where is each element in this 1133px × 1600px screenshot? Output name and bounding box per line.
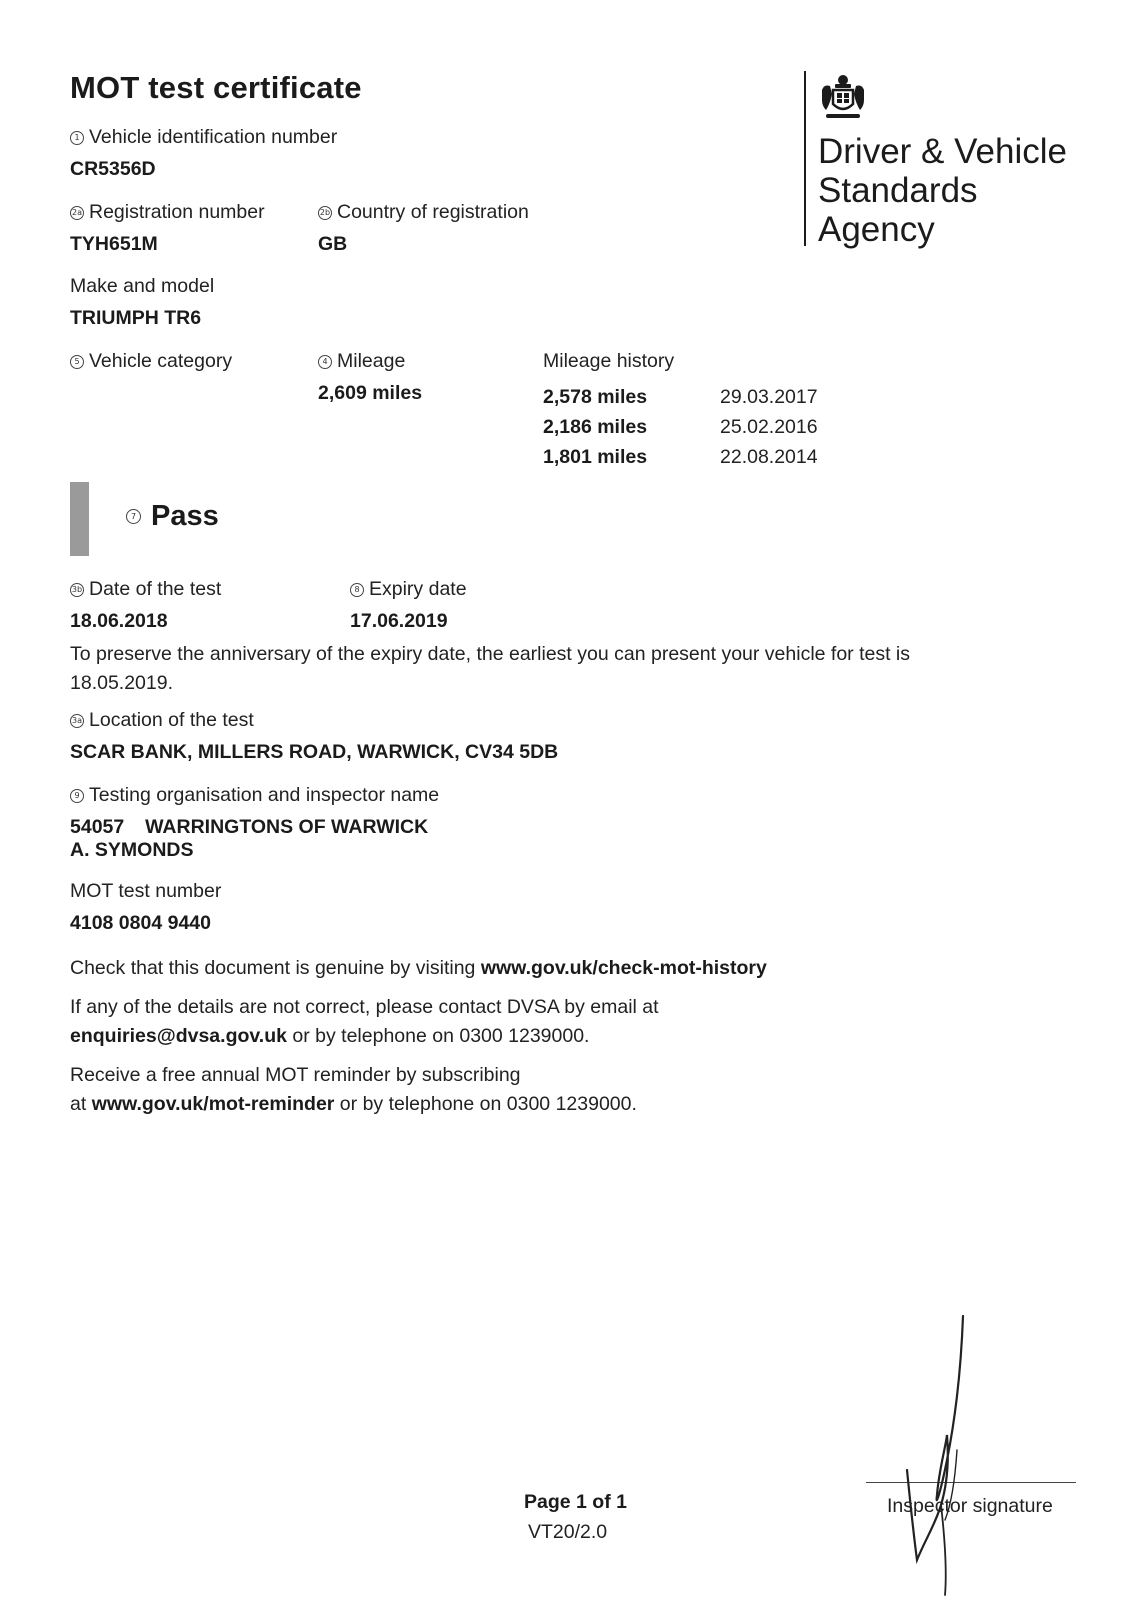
mileage-history-miles-1: 2,578 miles <box>543 386 648 408</box>
mileage-history-miles <box>543 382 647 472</box>
mileage-history-dates <box>720 382 818 472</box>
agency-name <box>818 132 1067 249</box>
mileage-history-miles-3: 1,801 miles <box>543 446 648 468</box>
reminder-text: Receive a free annual MOT reminder by subscribing at www.gov.uk/mot-reminder or by telephone on 0300 1239000. <box>70 1064 637 1115</box>
certificate-title: MOT test certificate <box>70 70 362 105</box>
check-genuine-text: Check that this document is genuine by visiting www.gov.uk/check-mot-history <box>70 957 767 979</box>
organisation-label: 9 Testing organisation and inspector name <box>70 784 439 807</box>
signature-label: Inspector signature <box>887 1495 1053 1517</box>
agency-name-line-3: Agency <box>818 210 935 249</box>
agency-divider <box>804 71 806 246</box>
country-value: GB <box>318 233 348 255</box>
check-mot-history-link[interactable]: www.gov.uk/check-mot-history <box>480 957 767 979</box>
anniversary-note: To preserve the anniversary of the expiry date, the earliest you can present your vehicle for test is 18.05.2019. <box>70 643 911 694</box>
organisation-name: WARRINGTONS OF WARWICK <box>145 816 429 838</box>
expiry-date-value: 17.06.2019 <box>350 610 448 632</box>
royal-crest-icon <box>818 72 868 122</box>
inspector-signature <box>895 1310 1015 1600</box>
mileage-value: 2,609 miles <box>318 382 423 404</box>
field-number-badge: 7 <box>126 509 141 524</box>
mot-reminder-link[interactable]: www.gov.uk/mot-reminder <box>91 1093 335 1115</box>
registration-label: 2a Registration number <box>72 201 265 223</box>
vin-label: 1 Vehicle identification number <box>70 126 337 149</box>
field-number-badge: 4 <box>318 355 332 369</box>
field-number-badge: 3b <box>70 583 84 597</box>
contact-text: If any of the details are not correct, please contact DVSA by email at enquiries@dvsa.gov.uk or by telephone on 0300 1239000. <box>70 996 659 1047</box>
vehicle-category-label: 5 Vehicle category <box>70 350 232 373</box>
mileage-history-date-1: 29.03.2017 <box>720 386 818 408</box>
mileage-label: 4 Mileage <box>318 350 405 373</box>
location-value: SCAR BANK, MILLERS ROAD, WARWICK, CV34 5DB <box>70 741 559 763</box>
agency-name-line-1: Driver & Vehicle <box>818 132 1067 171</box>
field-number-badge: 1 <box>70 131 84 145</box>
organisation-code: 54057 <box>70 816 125 838</box>
agency-name-line-2: Standards <box>818 171 978 210</box>
test-number-label: MOT test number <box>70 880 222 902</box>
location-label: 3a Location of the test <box>72 709 254 731</box>
test-date-label: 3b Date of the test <box>71 578 222 600</box>
expiry-date-label: 8 Expiry date <box>350 578 467 601</box>
vin-value: CR5356D <box>70 158 156 180</box>
mileage-history-date-3: 22.08.2014 <box>720 446 818 468</box>
make-model-value: TRIUMPH TR6 <box>70 307 202 329</box>
mileage-history-miles-2: 2,186 miles <box>543 416 648 438</box>
test-result <box>126 500 219 533</box>
contact-email-link[interactable]: enquiries@dvsa.gov.uk <box>70 1025 287 1047</box>
organisation-value <box>70 816 428 862</box>
country-label: 2b Country of registration <box>319 201 529 223</box>
registration-value: TYH651M <box>70 233 158 255</box>
form-code: VT20/2.0 <box>528 1521 608 1543</box>
test-number-value: 4108 0804 9440 <box>70 912 211 934</box>
inspector-name: A. SYMONDS <box>70 839 194 861</box>
field-number-badge: 5 <box>70 355 84 369</box>
page-number: Page 1 of 1 <box>524 1491 627 1513</box>
result-bar <box>70 482 89 556</box>
field-number-badge: 2a <box>70 206 84 220</box>
test-date-value: 18.06.2018 <box>70 610 168 632</box>
field-number-badge: 9 <box>70 789 84 803</box>
make-model-label: Make and model <box>70 275 215 297</box>
test-result-value: Pass <box>151 500 219 532</box>
mileage-history-date-2: 25.02.2016 <box>720 416 818 438</box>
field-number-badge: 3a <box>70 714 84 728</box>
field-number-badge: 2b <box>318 206 332 220</box>
field-number-badge: 8 <box>350 583 364 597</box>
mileage-history-label: Mileage history <box>543 350 675 372</box>
